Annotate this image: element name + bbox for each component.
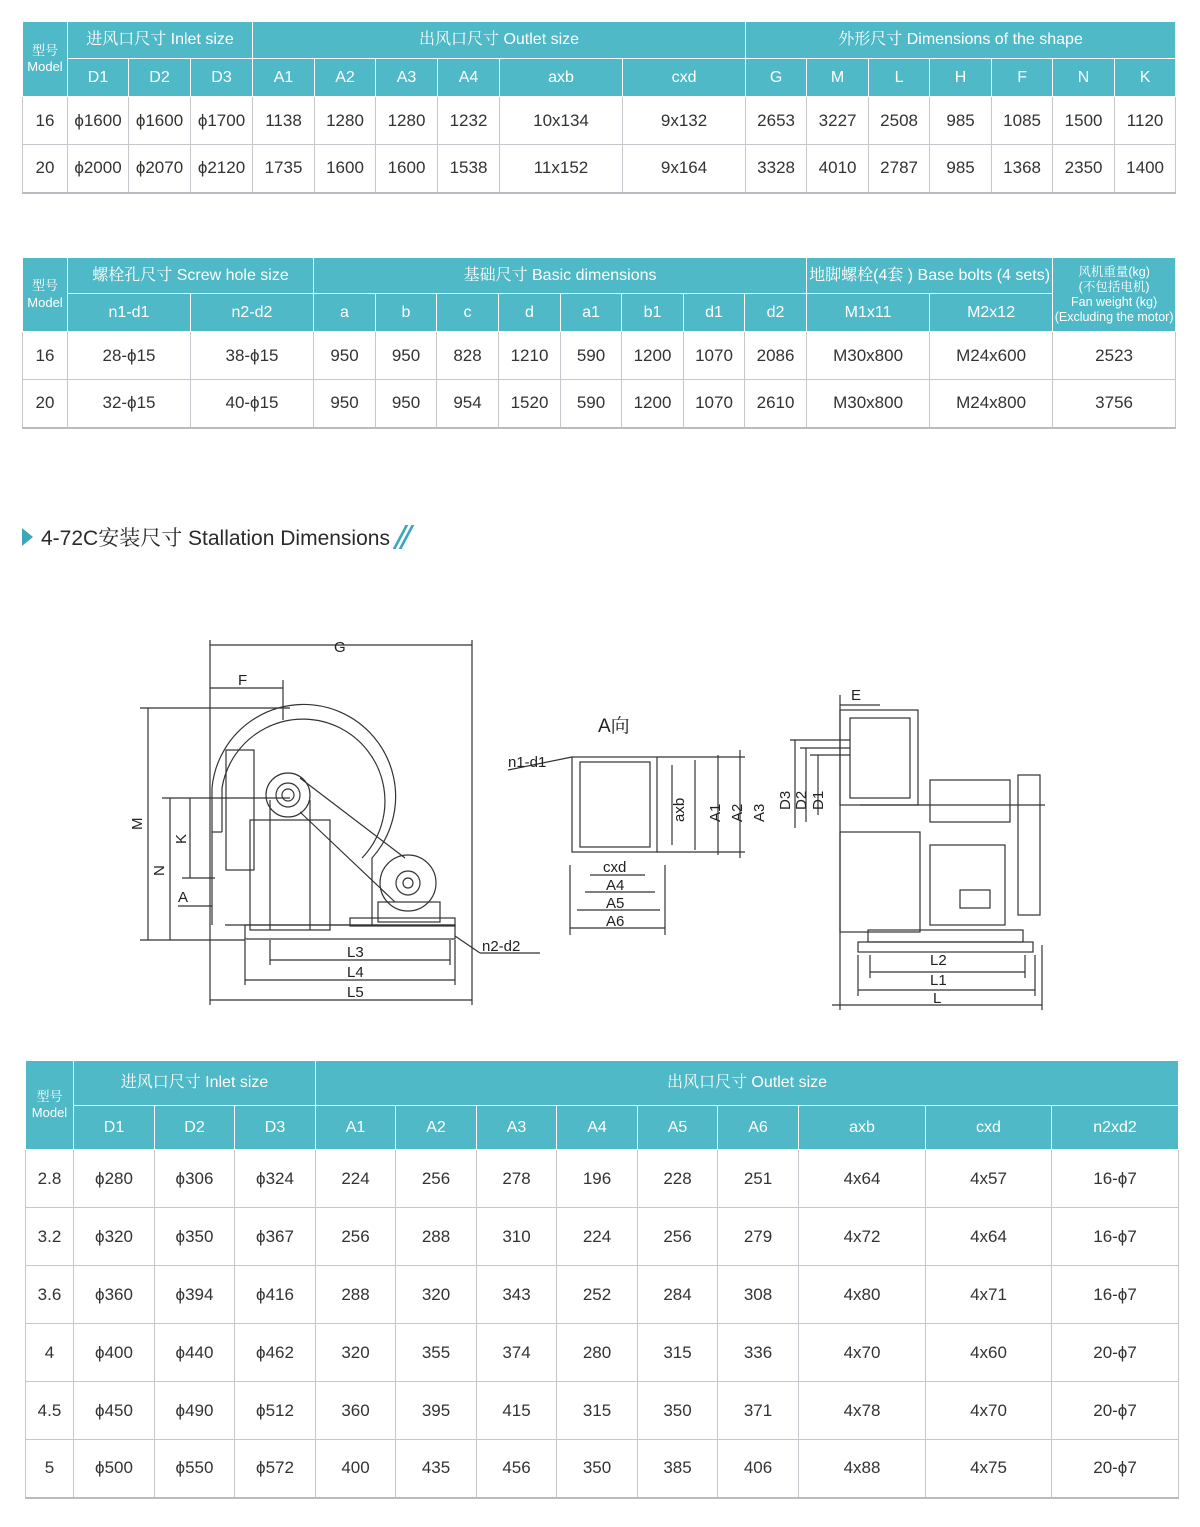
table-cell: 1070: [684, 380, 745, 428]
column-header: n1-d1: [68, 294, 191, 332]
table-cell: 1538: [438, 145, 500, 193]
table-cell: ϕ2000: [68, 145, 129, 193]
table-cell: 2508: [869, 97, 930, 145]
table-cell: 406: [718, 1440, 799, 1498]
table-cell: 2523: [1053, 332, 1176, 380]
label-d1: D1: [810, 790, 827, 810]
label-l4: L4: [347, 964, 364, 981]
table-cell: 590: [561, 332, 622, 380]
table-cell: 320: [396, 1266, 477, 1324]
column-header: n2-d2: [191, 294, 314, 332]
table-cell: 4x70: [926, 1382, 1052, 1440]
table-cell: 32-ϕ15: [68, 380, 191, 428]
table-cell: 1280: [315, 97, 376, 145]
table-cell: 10x134: [500, 97, 623, 145]
column-header: A4: [557, 1106, 638, 1150]
model-cell: 16: [23, 97, 68, 145]
table-cell: 456: [477, 1440, 557, 1498]
table-cell: 1735: [253, 145, 315, 193]
table-cell: 1210: [499, 332, 561, 380]
table-cell: 950: [376, 332, 437, 380]
column-header: b: [376, 294, 437, 332]
table-cell: 4x57: [926, 1150, 1052, 1208]
outlet-size-header: 出风口尺寸 Outlet size: [316, 1061, 1179, 1106]
table-cell: 288: [396, 1208, 477, 1266]
table-cell: M30x800: [807, 332, 930, 380]
table-cell: 415: [477, 1382, 557, 1440]
table-cell: ϕ394: [155, 1266, 235, 1324]
table-cell: 350: [557, 1440, 638, 1498]
table-cell: 280: [557, 1324, 638, 1382]
screw-basic-bolts-table: [22, 257, 1176, 429]
table-cell: 828: [437, 332, 499, 380]
table-cell: 4x71: [926, 1266, 1052, 1324]
table-cell: 395: [396, 1382, 477, 1440]
model-cell: 3.6: [26, 1266, 74, 1324]
column-header: d: [499, 294, 561, 332]
table-cell: M24x800: [930, 380, 1053, 428]
table-row: [23, 145, 1176, 193]
table-cell: 38-ϕ15: [191, 332, 314, 380]
table-cell: 4x78: [799, 1382, 926, 1440]
table-cell: 1280: [376, 97, 438, 145]
column-header: D3: [191, 59, 253, 97]
column-header: G: [746, 59, 807, 97]
column-header: A6: [718, 1106, 799, 1150]
table-cell: 4x80: [799, 1266, 926, 1324]
table-cell: 196: [557, 1150, 638, 1208]
table-cell: ϕ2120: [191, 145, 253, 193]
table-cell: 320: [316, 1324, 396, 1382]
model-cell: 4: [26, 1324, 74, 1382]
table-cell: 371: [718, 1382, 799, 1440]
table-cell: ϕ1600: [68, 97, 129, 145]
label-l3: L3: [347, 944, 364, 961]
table-cell: 256: [396, 1150, 477, 1208]
column-header: A1: [253, 59, 315, 97]
column-header: A2: [315, 59, 376, 97]
table-cell: ϕ500: [74, 1440, 155, 1498]
table-cell: 954: [437, 380, 499, 428]
table-cell: 16-ϕ7: [1052, 1208, 1179, 1266]
label-m: M: [129, 817, 146, 830]
label-l5: L5: [347, 984, 364, 1001]
table-cell: 400: [316, 1440, 396, 1498]
label-cxd: cxd: [603, 859, 627, 876]
inlet-outlet-shape-table: [22, 21, 1176, 194]
table-cell: 20-ϕ7: [1052, 1324, 1179, 1382]
label-g: G: [334, 639, 346, 656]
table-cell: 284: [638, 1266, 718, 1324]
table-cell: 9x164: [623, 145, 746, 193]
table-cell: 985: [930, 97, 992, 145]
table-cell: 336: [718, 1324, 799, 1382]
table-cell: 40-ϕ15: [191, 380, 314, 428]
table-cell: 4x88: [799, 1440, 926, 1498]
outlet-size-header: 出风口尺寸 Outlet size: [253, 22, 746, 59]
table-cell: 4x75: [926, 1440, 1052, 1498]
table-cell: ϕ350: [155, 1208, 235, 1266]
model-header: 型号 Model: [23, 22, 68, 97]
table-cell: 4010: [807, 145, 869, 193]
basic-dimensions-header: 基础尺寸 Basic dimensions: [314, 258, 807, 294]
table-row: [26, 1208, 1179, 1266]
column-header: cxd: [623, 59, 746, 97]
label-a3: A3: [751, 803, 768, 822]
table-cell: 3756: [1053, 380, 1176, 428]
table-cell: 374: [477, 1324, 557, 1382]
table-cell: 1520: [499, 380, 561, 428]
slash-decoration-icon: [396, 525, 408, 549]
table-cell: 224: [557, 1208, 638, 1266]
column-header: axb: [799, 1106, 926, 1150]
table-cell: 288: [316, 1266, 396, 1324]
table-cell: ϕ572: [235, 1440, 316, 1498]
column-header: D3: [235, 1106, 316, 1150]
column-header: A4: [438, 59, 500, 97]
table-cell: 315: [557, 1382, 638, 1440]
label-n2-d2: n2-d2: [482, 938, 521, 955]
table-cell: 950: [314, 332, 376, 380]
table-cell: 2653: [746, 97, 807, 145]
column-header: F: [992, 59, 1053, 97]
column-header: A3: [376, 59, 438, 97]
label-k: K: [173, 833, 190, 844]
table-cell: 310: [477, 1208, 557, 1266]
table-cell: 4x70: [799, 1324, 926, 1382]
table-cell: 228: [638, 1150, 718, 1208]
model-cell: 3.2: [26, 1208, 74, 1266]
table-cell: 256: [638, 1208, 718, 1266]
column-header: a: [314, 294, 376, 332]
column-header: A3: [477, 1106, 557, 1150]
table-row: [26, 1440, 1179, 1498]
label-a6: A6: [606, 913, 625, 930]
table-cell: 256: [316, 1208, 396, 1266]
table-cell: 9x132: [623, 97, 746, 145]
column-header: M1x11: [807, 294, 930, 332]
table-cell: 1200: [622, 332, 684, 380]
column-header: D1: [74, 1106, 155, 1150]
table-cell: ϕ1600: [129, 97, 191, 145]
table-cell: 2610: [745, 380, 807, 428]
label-a5: A5: [606, 895, 625, 912]
table-cell: 435: [396, 1440, 477, 1498]
table-cell: 360: [316, 1382, 396, 1440]
table-row: [26, 1382, 1179, 1440]
table-cell: ϕ512: [235, 1382, 316, 1440]
table-cell: 224: [316, 1150, 396, 1208]
table-cell: 950: [314, 380, 376, 428]
table-row: [26, 1266, 1179, 1324]
column-header: n2xd2: [1052, 1106, 1179, 1150]
column-header: axb: [500, 59, 623, 97]
label-l1: L1: [930, 972, 947, 989]
table-cell: 252: [557, 1266, 638, 1324]
table-cell: 2086: [745, 332, 807, 380]
label-l2: L2: [930, 952, 947, 969]
model-header: 型号 Model: [26, 1061, 74, 1150]
label-l: L: [933, 990, 942, 1007]
table-cell: ϕ280: [74, 1150, 155, 1208]
column-header: H: [930, 59, 992, 97]
table-cell: 28-ϕ15: [68, 332, 191, 380]
table-cell: 16-ϕ7: [1052, 1266, 1179, 1324]
label-axb: axb: [671, 797, 688, 822]
table-cell: 385: [638, 1440, 718, 1498]
table-cell: 4x60: [926, 1324, 1052, 1382]
label-n1-d1: n1-d1: [508, 754, 547, 771]
column-header: cxd: [926, 1106, 1052, 1150]
table-cell: 1070: [684, 332, 745, 380]
table-cell: 20-ϕ7: [1052, 1440, 1179, 1498]
shape-dimensions-header: 外形尺寸 Dimensions of the shape: [746, 22, 1176, 59]
table-cell: 315: [638, 1324, 718, 1382]
table-cell: ϕ320: [74, 1208, 155, 1266]
table-cell: 20-ϕ7: [1052, 1382, 1179, 1440]
table-row: [26, 1324, 1179, 1382]
table-cell: ϕ440: [155, 1324, 235, 1382]
table-cell: 3328: [746, 145, 807, 193]
column-header: D2: [129, 59, 191, 97]
model-cell: 4.5: [26, 1382, 74, 1440]
column-header: L: [869, 59, 930, 97]
column-header: A2: [396, 1106, 477, 1150]
table-cell: M30x800: [807, 380, 930, 428]
label-a-direction: A向: [598, 716, 630, 737]
model-cell: 5: [26, 1440, 74, 1498]
column-header: c: [437, 294, 499, 332]
table-cell: 2350: [1053, 145, 1115, 193]
table-cell: ϕ450: [74, 1382, 155, 1440]
column-header: N: [1053, 59, 1115, 97]
label-d3: D3: [777, 790, 794, 810]
model-cell: 2.8: [26, 1150, 74, 1208]
table-cell: 1500: [1053, 97, 1115, 145]
column-header: b1: [622, 294, 684, 332]
table-cell: 308: [718, 1266, 799, 1324]
label-a4: A4: [606, 877, 625, 894]
column-header: M2x12: [930, 294, 1053, 332]
table-cell: ϕ490: [155, 1382, 235, 1440]
label-f: F: [238, 672, 248, 689]
table-cell: ϕ324: [235, 1150, 316, 1208]
table-cell: ϕ306: [155, 1150, 235, 1208]
table-cell: M24x600: [930, 332, 1053, 380]
table-cell: ϕ2070: [129, 145, 191, 193]
table-cell: ϕ550: [155, 1440, 235, 1498]
table-row: [23, 332, 1176, 380]
table-cell: 251: [718, 1150, 799, 1208]
table-cell: 11x152: [500, 145, 623, 193]
table-cell: 343: [477, 1266, 557, 1324]
table-cell: 1085: [992, 97, 1053, 145]
table-cell: 1200: [622, 380, 684, 428]
fan-weight-header: 风机重量(kg) (不包括电机) Fan weight (kg) (Excluding the motor): [1053, 258, 1176, 332]
base-bolts-header: 地脚螺栓(4套 ) Base bolts (4 sets): [807, 258, 1053, 294]
table-cell: ϕ1700: [191, 97, 253, 145]
table-cell: 4x64: [926, 1208, 1052, 1266]
model-cell: 20: [23, 380, 68, 428]
table-cell: 1138: [253, 97, 315, 145]
label-a2: A2: [729, 803, 746, 822]
column-header: D1: [68, 59, 129, 97]
table-cell: 3227: [807, 97, 869, 145]
table-cell: 1120: [1115, 97, 1176, 145]
model-cell: 16: [23, 332, 68, 380]
table-cell: 4x72: [799, 1208, 926, 1266]
table-cell: 1400: [1115, 145, 1176, 193]
table-cell: 4x64: [799, 1150, 926, 1208]
table-cell: 350: [638, 1382, 718, 1440]
triangle-bullet-icon: [22, 528, 33, 546]
table-cell: 279: [718, 1208, 799, 1266]
table-cell: ϕ462: [235, 1324, 316, 1382]
table-row: [23, 380, 1176, 428]
column-header: D2: [155, 1106, 235, 1150]
table-row: [23, 97, 1176, 145]
table-cell: 1368: [992, 145, 1053, 193]
table-cell: 985: [930, 145, 992, 193]
table-cell: 355: [396, 1324, 477, 1382]
column-header: A1: [316, 1106, 396, 1150]
table-row: [26, 1150, 1179, 1208]
installation-drawing: [0, 600, 1200, 1030]
column-header: K: [1115, 59, 1176, 97]
table-cell: 1600: [315, 145, 376, 193]
label-d2: D2: [793, 790, 810, 810]
table-cell: 1600: [376, 145, 438, 193]
table-cell: ϕ416: [235, 1266, 316, 1324]
table-cell: ϕ367: [235, 1208, 316, 1266]
table-cell: ϕ360: [74, 1266, 155, 1324]
small-model-dimensions-table: [25, 1060, 1179, 1499]
table-cell: 1232: [438, 97, 500, 145]
column-header: d2: [745, 294, 807, 332]
column-header: A5: [638, 1106, 718, 1150]
table-cell: 950: [376, 380, 437, 428]
model-cell: 20: [23, 145, 68, 193]
label-a: A: [178, 889, 189, 906]
screw-hole-size-header: 螺栓孔尺寸 Screw hole size: [68, 258, 314, 294]
model-header: 型号 Model: [23, 258, 68, 332]
column-header: M: [807, 59, 869, 97]
column-header: a1: [561, 294, 622, 332]
table-cell: 590: [561, 380, 622, 428]
table-cell: 278: [477, 1150, 557, 1208]
column-header: d1: [684, 294, 745, 332]
label-a1: A1: [707, 803, 724, 822]
label-e: E: [851, 687, 862, 704]
section-title: 4-72C安装尺寸 Stallation Dimensions: [22, 522, 408, 552]
inlet-size-header: 进风口尺寸 Inlet size: [68, 22, 253, 59]
label-n: N: [151, 865, 168, 876]
inlet-size-header: 进风口尺寸 Inlet size: [74, 1061, 316, 1106]
table-cell: 16-ϕ7: [1052, 1150, 1179, 1208]
table-cell: 2787: [869, 145, 930, 193]
table-cell: ϕ400: [74, 1324, 155, 1382]
